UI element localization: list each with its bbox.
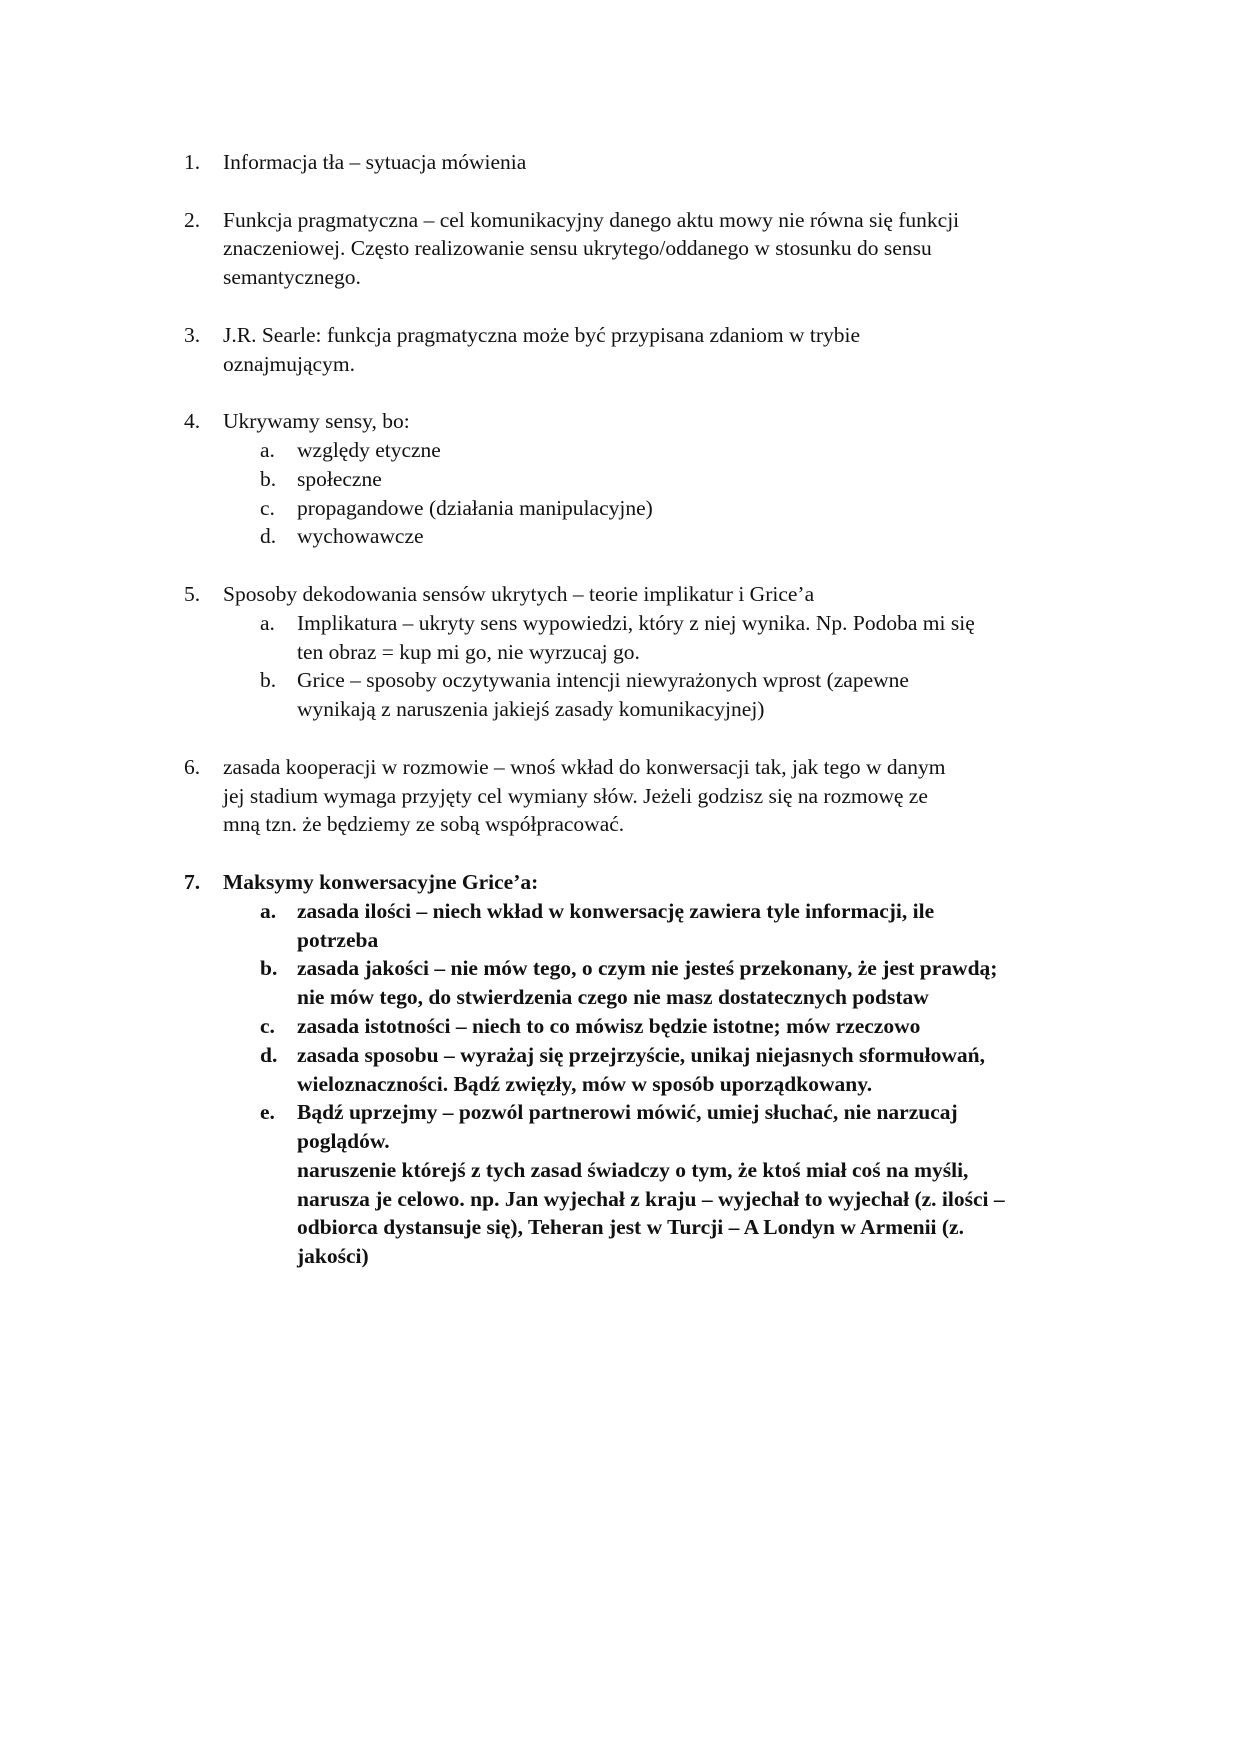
list-item xyxy=(0,868,1240,1271)
sub-list-letter: b. xyxy=(260,466,277,491)
list-number: 1. xyxy=(184,150,201,174)
sub-list-item-text-line: Bądź uprzejmy – pozwól partnerowi mówić, umiej słuchać, nie narzucaj xyxy=(297,1100,958,1125)
list-item xyxy=(0,148,1240,177)
sub-list-item xyxy=(0,897,1240,955)
sub-list-letter: c. xyxy=(260,495,275,520)
list-number: 4. xyxy=(184,409,201,434)
list-item-text-line: Ukrywamy sensy, bo: xyxy=(223,409,410,434)
sub-list-item xyxy=(0,954,1240,1012)
document-body xyxy=(0,148,1240,1300)
sub-list-item-text-line: Grice – sposoby oczytywania intencji niewyrażonych wprost (zapewne xyxy=(297,668,909,693)
sub-list-item-text-line: naruszenie którejś z tych zasad świadczy o tym, że ktoś miał coś na myśli, xyxy=(297,1157,969,1182)
list-item-text-line: znaczeniowej. Często realizowanie sensu ukrytego/oddanego w stosunku do sensu xyxy=(223,236,932,261)
sub-list-item-text-line: zasada ilości – niech wkład w konwersację zawiera tyle informacji, ile xyxy=(297,898,935,923)
sub-list-letter: b. xyxy=(260,956,278,981)
sub-list-item-text-line: wychowawcze xyxy=(297,524,424,549)
sub-list-item xyxy=(0,522,1240,551)
sub-list-item xyxy=(0,1098,1240,1271)
sub-list-item-text-line: zasada sposobu – wyrażaj się przejrzyście, unikaj niejasnych sformułowań, xyxy=(297,1042,985,1067)
list-number: 5. xyxy=(184,581,201,606)
sub-list-item-text-line: nie mów tego, do stwierdzenia czego nie masz dostatecznych podstaw xyxy=(297,985,929,1010)
list-item-text-line: Funkcja pragmatyczna – cel komunikacyjny danego aktu mowy nie równa się funkcji xyxy=(223,207,960,232)
list-item-text-line: jej stadium wymaga przyjęty cel wymiany słów. Jeżeli godzisz się na rozmowę ze xyxy=(223,783,928,808)
list-item-text-line: semantycznego. xyxy=(223,265,361,290)
list-number: 7. xyxy=(184,869,201,894)
sub-list-item xyxy=(0,494,1240,523)
sub-list-item-text-line: wieloznaczności. Bądź zwięzły, mów w sposób uporządkowany. xyxy=(297,1071,873,1096)
sub-list-item-text-line: poglądów. xyxy=(297,1129,390,1154)
list-number: 3. xyxy=(184,322,201,347)
sub-list-item-text-line: propagandowe (działania manipulacyjne) xyxy=(297,495,653,520)
sub-list-letter: c. xyxy=(260,1013,275,1038)
sub-list-letter: e. xyxy=(260,1100,275,1125)
sub-list-item-text-line: odbiorca dystansuje się), Teheran jest w Turcji – A Londyn w Armenii (z. xyxy=(297,1215,964,1240)
list-item xyxy=(0,321,1240,379)
list-item-text-line: Informacja tła – sytuacja mówienia xyxy=(223,150,527,174)
sub-list-item-text-line: jakości) xyxy=(297,1244,369,1269)
sub-list-item xyxy=(0,1041,1240,1099)
sub-list-item-text-line: społeczne xyxy=(297,466,382,491)
list-item-text-line: Sposoby dekodowania sensów ukrytych – teorie implikatur i Grice’a xyxy=(223,581,815,606)
list-item-text-line: mną tzn. że będziemy ze sobą współpracować. xyxy=(223,812,625,837)
sub-list-letter: a. xyxy=(260,898,277,923)
list-item xyxy=(0,753,1240,839)
sub-list-letter: b. xyxy=(260,668,277,693)
sub-list-letter: d. xyxy=(260,524,277,549)
list-item-text-line: Maksymy konwersacyjne Grice’a: xyxy=(223,869,539,894)
sub-list-item xyxy=(0,465,1240,494)
list-number: 6. xyxy=(184,754,201,779)
list-item-text-line: zasada kooperacji w rozmowie – wnoś wkład do konwersacji tak, jak tego w danym xyxy=(223,754,946,779)
sub-list-item-text-line: potrzeba xyxy=(297,927,379,952)
list-item-text-line: J.R. Searle: funkcja pragmatyczna może być przypisana zdaniom w trybie xyxy=(223,322,861,347)
sub-list-item xyxy=(0,609,1240,667)
list-item xyxy=(0,580,1240,724)
sub-list-item-text-line: względy etyczne xyxy=(297,437,441,462)
sub-list-letter: a. xyxy=(260,437,275,462)
sub-list-item xyxy=(0,436,1240,465)
sub-list-item-text-line: wynikają z naruszenia jakiejś zasady komunikacyjnej) xyxy=(297,697,765,722)
list-number: 2. xyxy=(184,207,201,232)
list-item xyxy=(0,206,1240,292)
sub-list-item-text-line: narusza je celowo. np. Jan wyjechał z kraju – wyjechał to wyjechał (z. ilości – xyxy=(297,1186,1005,1211)
sub-list-letter: a. xyxy=(260,610,275,635)
sub-list-item xyxy=(0,666,1240,724)
list-item xyxy=(0,407,1240,551)
sub-list-letter: d. xyxy=(260,1042,278,1067)
sub-list-item-text-line: ten obraz = kup mi go, nie wyrzucaj go. xyxy=(297,639,640,664)
sub-list-item-text-line: zasada istotności – niech to co mówisz będzie istotne; mów rzeczowo xyxy=(297,1013,921,1038)
sub-list-item-text-line: Implikatura – ukryty sens wypowiedzi, który z niej wynika. Np. Podoba mi się xyxy=(297,610,975,635)
list-item-text-line: oznajmującym. xyxy=(223,351,355,376)
sub-list-item-text-line: zasada jakości – nie mów tego, o czym nie jesteś przekonany, że jest prawdą; xyxy=(297,956,998,981)
sub-list-item xyxy=(0,1012,1240,1041)
